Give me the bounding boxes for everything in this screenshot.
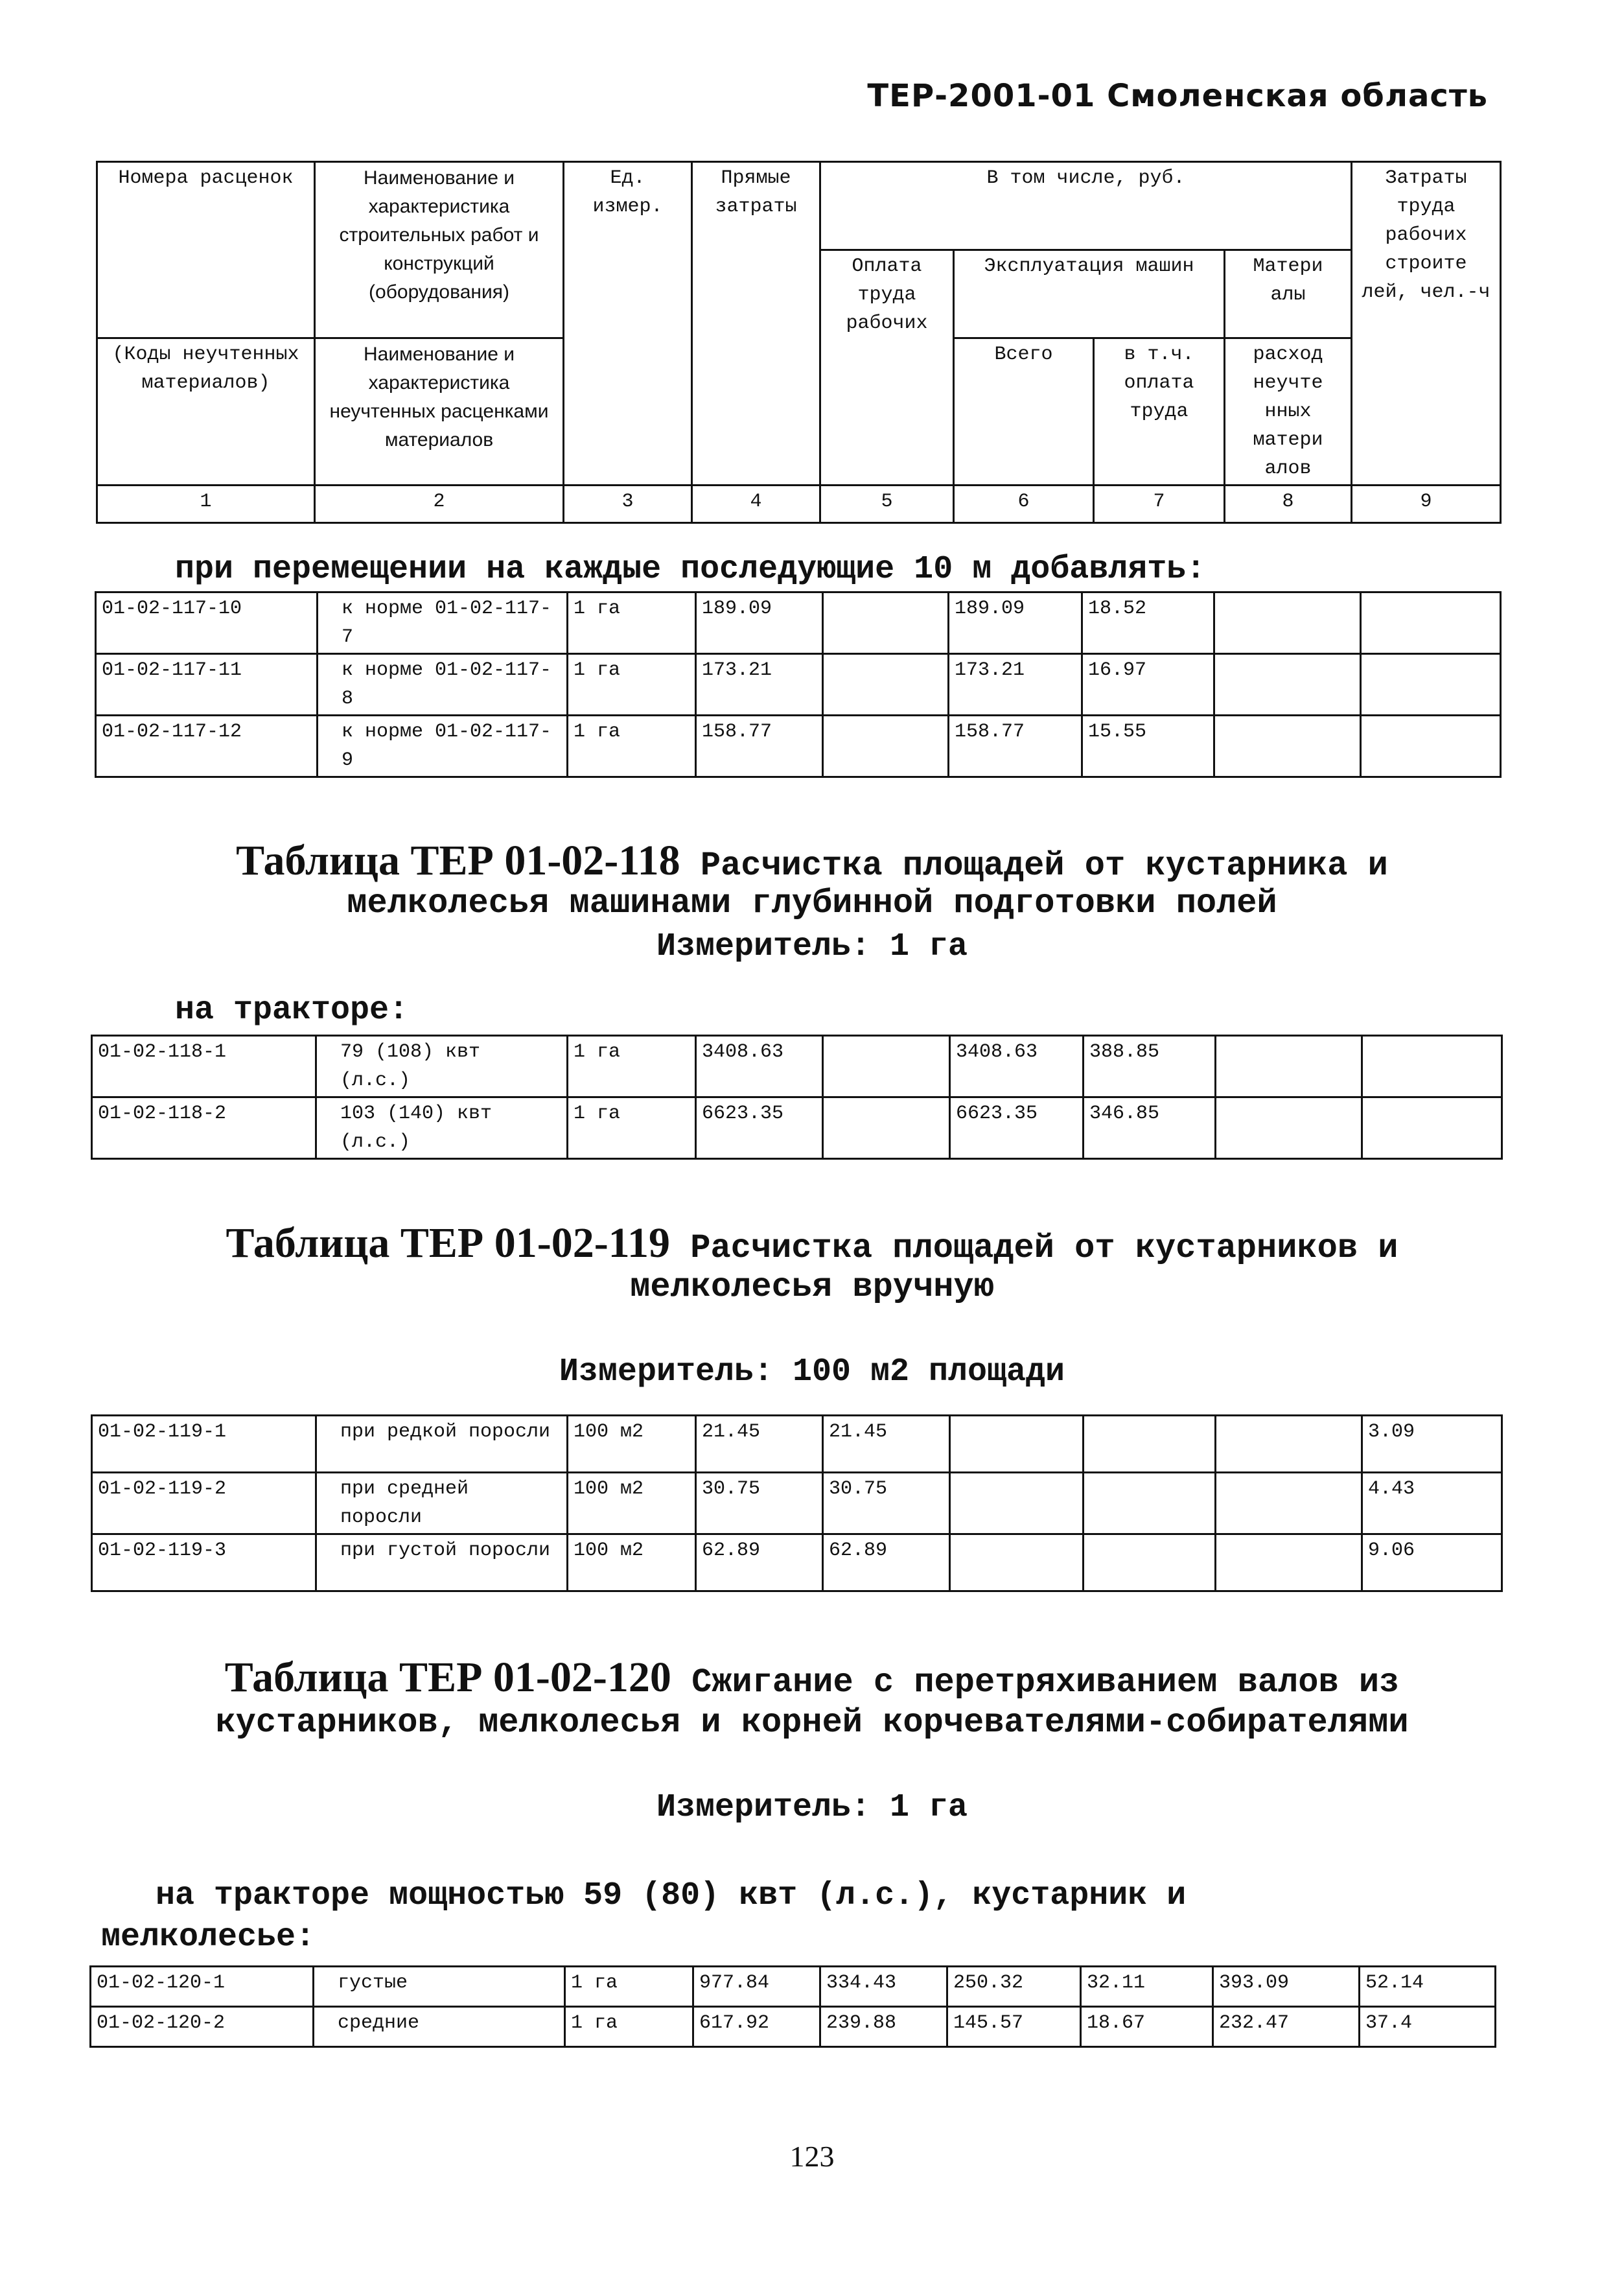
- machine-operator-wages: [1084, 1473, 1216, 1534]
- materials-cost: 393.09: [1213, 1967, 1360, 2007]
- labor-hours: 9.06: [1362, 1534, 1502, 1591]
- wages: 239.88: [820, 2007, 947, 2047]
- table-row: [92, 1534, 1502, 1591]
- wages: 30.75: [823, 1473, 950, 1534]
- column-number: 4: [692, 486, 820, 523]
- direct-costs: 617.92: [693, 2007, 820, 2047]
- column-number: 8: [1225, 486, 1352, 523]
- header-col1-top: Номера расценок: [97, 162, 315, 338]
- unit-of-measure: 1 га: [568, 716, 696, 777]
- wages: [823, 592, 949, 654]
- machine-costs: 6623.35: [950, 1097, 1084, 1159]
- table-row: [92, 1036, 1502, 1097]
- labor-hours: [1361, 654, 1501, 716]
- section-117-subheading: при перемещении на каждые последующие 10 м добавлять:: [175, 551, 1206, 588]
- unit-of-measure: 1 га: [568, 1097, 696, 1159]
- direct-costs: 62.89: [696, 1534, 823, 1591]
- table-row: [92, 1097, 1502, 1159]
- wages: 21.45: [823, 1416, 950, 1473]
- table-118-title-line1: Расчистка площадей от кустарника и: [680, 847, 1388, 885]
- labor-hours: [1362, 1036, 1502, 1097]
- materials-cost: [1216, 1036, 1362, 1097]
- direct-costs: 3408.63: [696, 1036, 823, 1097]
- unit-of-measure: 1 га: [568, 1036, 696, 1097]
- wages: [823, 654, 949, 716]
- machine-operator-wages: 15.55: [1082, 716, 1214, 777]
- header-col1-bottom: (Коды неучтенных материалов): [97, 338, 315, 486]
- unit-of-measure: 1 га: [568, 592, 696, 654]
- unit-of-measure: 100 м2: [568, 1416, 696, 1473]
- running-title: ТЕР-2001-01 Смоленская область: [867, 78, 1488, 114]
- direct-costs: 21.45: [696, 1416, 823, 1473]
- labor-hours: 3.09: [1362, 1416, 1502, 1473]
- machine-operator-wages: 18.52: [1082, 592, 1214, 654]
- work-description: 103 (140) квт (л.с.): [316, 1097, 568, 1159]
- rate-code: 01-02-118-1: [92, 1036, 316, 1097]
- table-118-subheading: на тракторе:: [175, 992, 409, 1029]
- rate-code: 01-02-117-10: [96, 592, 318, 654]
- labor-hours: 4.43: [1362, 1473, 1502, 1534]
- column-number: 6: [954, 486, 1094, 523]
- direct-costs: 189.09: [696, 592, 823, 654]
- table-120-number: Таблица ТЕР 01-02-120: [224, 1654, 671, 1701]
- materials-cost: [1214, 716, 1361, 777]
- machine-costs: 189.09: [949, 592, 1082, 654]
- rates-table-119: [91, 1414, 1503, 1592]
- header-machine-operation: Эксплуатация машин: [954, 250, 1225, 338]
- work-description: к норме 01-02-117-9: [318, 716, 568, 777]
- table-119-title: [0, 1219, 1624, 1268]
- column-number: 5: [820, 486, 954, 523]
- wages: [823, 1036, 950, 1097]
- table-118-title-line2: мелколесья машинами глубинной подготовки полей: [347, 884, 1277, 922]
- machine-operator-wages: [1084, 1416, 1216, 1473]
- machine-operator-wages: 16.97: [1082, 654, 1214, 716]
- header-col2-bottom: Наименование и характеристика неучтенных расценками материалов: [315, 338, 564, 486]
- work-description: при густой поросли: [316, 1534, 568, 1591]
- labor-hours: [1362, 1097, 1502, 1159]
- unit-of-measure: 1 га: [565, 1967, 693, 2007]
- header-machines-total: Всего: [954, 338, 1094, 486]
- machine-operator-wages: 388.85: [1084, 1036, 1216, 1097]
- work-description: при средней поросли: [316, 1473, 568, 1534]
- materials-cost: [1216, 1097, 1362, 1159]
- direct-costs: 6623.35: [696, 1097, 823, 1159]
- materials-cost: [1214, 592, 1361, 654]
- table-row: [91, 2007, 1496, 2047]
- table-row: [96, 592, 1501, 654]
- unit-of-measure: 1 га: [568, 654, 696, 716]
- column-number: 3: [564, 486, 692, 523]
- header-wages: Оплата труда рабочих: [820, 250, 954, 486]
- column-number: 9: [1352, 486, 1501, 523]
- work-description: 79 (108) квт (л.с.): [316, 1036, 568, 1097]
- header-unaccounted-materials: расход неучте нных матери алов: [1225, 338, 1352, 486]
- unit-of-measure: 100 м2: [568, 1534, 696, 1591]
- rate-code: 01-02-117-12: [96, 716, 318, 777]
- table-118-number: Таблица ТЕР 01-02-118: [236, 837, 680, 884]
- direct-costs: 30.75: [696, 1473, 823, 1534]
- header-direct-costs: Прямые затраты: [692, 162, 820, 486]
- table-118-meter: Измеритель: 1 га: [656, 928, 968, 965]
- machine-costs: [950, 1473, 1084, 1534]
- machine-costs: 158.77: [949, 716, 1082, 777]
- header-col2-top: Наименование и характеристика строительных работ и конструкций (оборудования): [315, 162, 564, 338]
- table-119-meter: Измеритель: 100 м2 площади: [559, 1353, 1065, 1390]
- rate-code: 01-02-119-2: [92, 1473, 316, 1534]
- wages: 62.89: [823, 1534, 950, 1591]
- table-120-title: [0, 1653, 1624, 1702]
- machine-costs: [950, 1416, 1084, 1473]
- column-number: 7: [1094, 486, 1225, 523]
- labor-hours: 52.14: [1360, 1967, 1496, 2007]
- work-description: густые: [314, 1967, 565, 2007]
- column-header-table: [96, 161, 1502, 524]
- materials-cost: 232.47: [1213, 2007, 1360, 2047]
- machine-costs: 173.21: [949, 654, 1082, 716]
- header-unit: Ед. измер.: [564, 162, 692, 486]
- materials-cost: [1216, 1473, 1362, 1534]
- labor-hours: [1361, 716, 1501, 777]
- table-row: [91, 1967, 1496, 2007]
- work-description: средние: [314, 2007, 565, 2047]
- wages: [823, 716, 949, 777]
- unit-of-measure: 100 м2: [568, 1473, 696, 1534]
- table-row: [96, 716, 1501, 777]
- materials-cost: [1214, 654, 1361, 716]
- table-120-subheading-line2: мелколесье:: [101, 1919, 316, 1956]
- direct-costs: 173.21: [696, 654, 823, 716]
- work-description: к норме 01-02-117-8: [318, 654, 568, 716]
- machine-costs: [950, 1534, 1084, 1591]
- table-119-title-line1: Расчистка площадей от кустарников и: [670, 1229, 1398, 1267]
- rate-code: 01-02-118-2: [92, 1097, 316, 1159]
- rates-table-120: [89, 1965, 1496, 2048]
- column-number: 1: [97, 486, 315, 523]
- table-120-subheading-line1: на тракторе мощностью 59 (80) квт (л.с.), кустарник и: [156, 1877, 1187, 1914]
- table-118-title: [0, 836, 1624, 885]
- header-materials: Матери алы: [1225, 250, 1352, 338]
- table-120-meter: Измеритель: 1 га: [656, 1789, 968, 1826]
- machine-costs: 145.57: [947, 2007, 1081, 2047]
- machine-operator-wages: 32.11: [1081, 1967, 1213, 2007]
- machine-operator-wages: [1084, 1534, 1216, 1591]
- rate-code: 01-02-119-1: [92, 1416, 316, 1473]
- work-description: при редкой поросли: [316, 1416, 568, 1473]
- rate-code: 01-02-119-3: [92, 1534, 316, 1591]
- materials-cost: [1216, 1416, 1362, 1473]
- rate-code: 01-02-120-1: [91, 1967, 314, 2007]
- wages: 334.43: [820, 1967, 947, 2007]
- table-row: [96, 654, 1501, 716]
- machine-costs: 3408.63: [950, 1036, 1084, 1097]
- rates-table-118: [91, 1035, 1503, 1160]
- table-119-title-line2: мелколесья вручную: [630, 1268, 994, 1306]
- table-120-title-line2: кустарников, мелколесья и корней корчевателями-собирателями: [215, 1704, 1409, 1742]
- labor-hours: [1361, 592, 1501, 654]
- labor-hours: 37.4: [1360, 2007, 1496, 2047]
- wages: [823, 1097, 950, 1159]
- table-120-title-line1: Сжигание с перетряхиванием валов из: [671, 1663, 1400, 1702]
- materials-cost: [1216, 1534, 1362, 1591]
- table-row: [92, 1416, 1502, 1473]
- page-number: 123: [789, 2140, 835, 2173]
- machine-operator-wages: 18.67: [1081, 2007, 1213, 2047]
- rates-table-117: [95, 591, 1502, 778]
- direct-costs: 977.84: [693, 1967, 820, 2007]
- header-labor-hours: Затраты труда рабочих строите лей, чел.-ч: [1352, 162, 1501, 486]
- machine-operator-wages: 346.85: [1084, 1097, 1216, 1159]
- unit-of-measure: 1 га: [565, 2007, 693, 2047]
- column-number: 2: [315, 486, 564, 523]
- work-description: к норме 01-02-117-7: [318, 592, 568, 654]
- header-including: В том числе, руб.: [820, 162, 1352, 250]
- rate-code: 01-02-120-2: [91, 2007, 314, 2047]
- direct-costs: 158.77: [696, 716, 823, 777]
- rate-code: 01-02-117-11: [96, 654, 318, 716]
- machine-costs: 250.32: [947, 1967, 1081, 2007]
- table-row: [92, 1473, 1502, 1534]
- header-machines-labor: в т.ч. оплата труда: [1094, 338, 1225, 486]
- table-119-number: Таблица ТЕР 01-02-119: [226, 1219, 671, 1267]
